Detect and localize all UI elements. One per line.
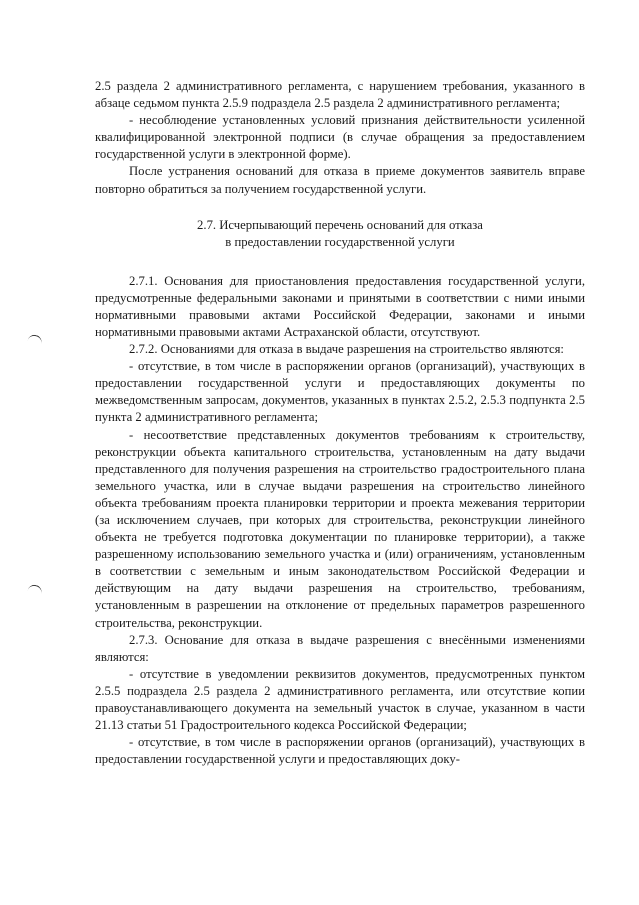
paragraph: После устранения оснований для отказа в приеме документов заявитель вправе повторно обратиться за получением государственной услуги.: [95, 164, 585, 196]
section-heading: [95, 217, 585, 252]
paragraph: - отсутствие, в том числе в распоряжении органов (организаций), участвующих в предоставлении государственной услуги и предоставляющих документы по межведомственным запросам, документов, указанных в пунктах 2.5.2, 2.5.3 подпункта 2.5 пункта 2 административного регламента;: [95, 359, 585, 425]
paragraph: - несоответствие представленных документов требованиям к строительству, реконструкции объекта капитального строительства, установленным на дату выдачи представленного для получения разрешения на строительство градостроительного плана земельного участка, или в случае выдачи разрешения на строительство линейного объекта требованиям проекта планировки территории и проекта межевания территории (за исключением случаев, при которых для строительства, реконструкции линейного объекта не требуется подготовка документации по планировке территории), а также разрешенному использованию земельного участка и (или) ограничениям, установленным в соответствии с земельным и иным законодательством Российской Федерации и действующим на дату выдачи разрешения на строительство, требованиям, установленным в разрешении на отклонение от предельных параметров разрешенного строительства, реконструкции.: [95, 427, 585, 630]
paragraph: 2.7.3. Основание для отказа в выдаче разрешения с внесёнными изменениями являются:: [95, 632, 585, 664]
paragraph: 2.5 раздела 2 административного регламента, с нарушением требования, указанного в абзаце седьмом пункта 2.5.9 подраздела 2.5 раздела 2 административного регламента;: [95, 79, 585, 111]
margin-mark: [27, 334, 43, 346]
paragraph: 2.7.1. Основания для приостановления предоставления государственной услуги, предусмотренные федеральными законами и принятыми в соответствии с ними иными нормативными правовыми актами Российской Федерации, законами и иными нормативными правовыми актами Астраханской области, отсутствуют.: [95, 273, 585, 339]
document-body: [95, 78, 585, 768]
paragraph: - отсутствие в уведомлении реквизитов документов, предусмотренных пунктом 2.5.5 подраздела 2.5 раздела 2 административного регламента, или отсутствие копии правоустанавливающего документа на земельный участок в случае, указанном в части 21.13 статьи 51 Градостроительного кодекса Российской Федерации;: [95, 666, 585, 733]
section-heading-line: 2.7. Исчерпывающий перечень оснований для отказа: [197, 217, 483, 232]
paragraph: 2.7.2. Основаниями для отказа в выдаче разрешения на строительство являются:: [129, 342, 564, 357]
section-heading-line: в предоставлении государственной услуги: [225, 235, 455, 250]
margin-mark: [27, 584, 43, 596]
paragraph: - несоблюдение установленных условий признания действительности усиленной квалифицированной электронной подписи (в случае обращения за предоставлением государственной услуги в электронной форме).: [95, 113, 585, 162]
paragraph: - отсутствие, в том числе в распоряжении органов (организаций), участвующих в предоставлении государственной услуги и предоставляющих доку-: [95, 735, 585, 767]
